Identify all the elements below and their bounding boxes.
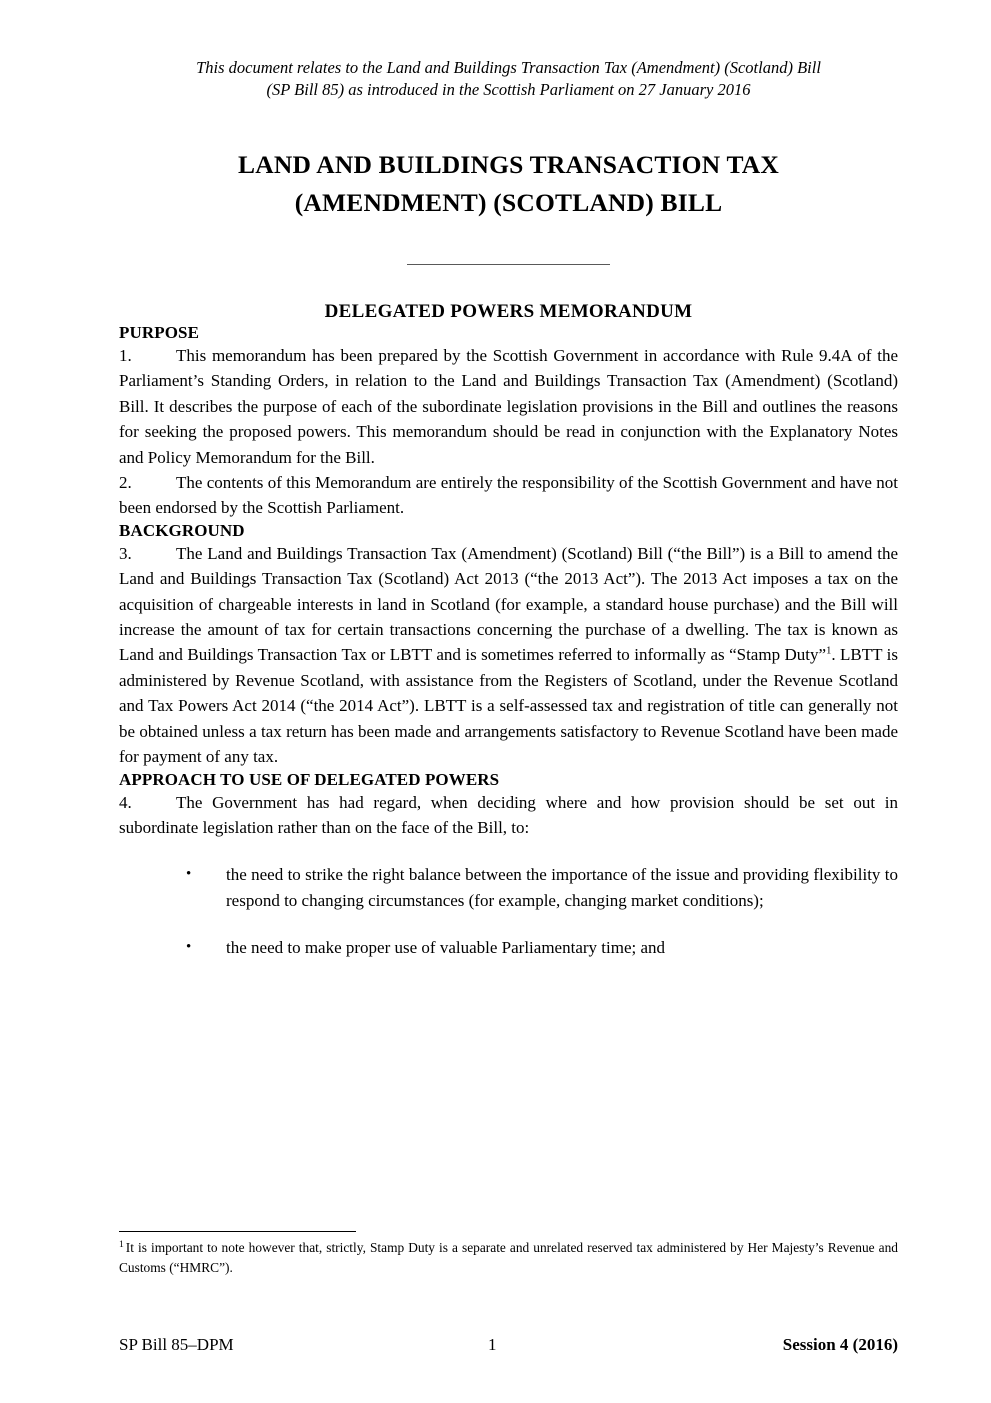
running-header-line-1: This document relates to the Land and Buildings Transaction Tax (Amendment) (Scotland) Bill — [196, 58, 821, 77]
paragraph-3 — [119, 541, 898, 770]
footnote-separator-rule — [119, 1231, 356, 1232]
paragraph-2 — [119, 470, 898, 521]
running-header — [119, 57, 898, 101]
heading-approach-to-use-of-delegated-powers: APPROACH TO USE OF DELEGATED POWERS — [119, 769, 500, 789]
list-item — [186, 862, 898, 913]
heading-background: BACKGROUND — [119, 520, 245, 540]
running-header-line-2: (SP Bill 85) as introduced in the Scottish Parliament on 27 January 2016 — [266, 80, 751, 99]
page-footer — [119, 1335, 898, 1355]
document-title — [119, 146, 898, 222]
list-item — [186, 935, 898, 960]
page-footer-bill-reference: SP Bill 85–DPM — [119, 1335, 234, 1354]
title-divider-rule — [407, 264, 610, 265]
page-footer-session: Session 4 (2016) — [782, 1335, 898, 1354]
document-title-line-2: (AMENDMENT) (SCOTLAND) BILL — [294, 188, 723, 217]
document-subtitle: DELEGATED POWERS MEMORANDUM — [324, 301, 693, 322]
paragraph-3-number: 3. — [119, 543, 132, 563]
list-item-text: the need to make proper use of valuable Parliamentary time; and — [226, 938, 666, 958]
paragraph-2-number: 2. — [119, 473, 132, 493]
footnote-area — [119, 1231, 898, 1277]
paragraph-4-number: 4. — [119, 792, 132, 812]
paragraph-1 — [119, 343, 898, 470]
footnote-1 — [119, 1238, 898, 1277]
paragraph-4 — [119, 790, 898, 841]
footnote-reference-1: 1 — [826, 645, 832, 657]
page-number: 1 — [487, 1335, 497, 1354]
heading-purpose: PURPOSE — [119, 323, 200, 342]
paragraph-3-text-part-2: . LBTT is administered by Revenue Scotland, with assistance from the Registers of Scotland, under the Revenue Scotland and Tax Powers Act 2014 (“the 2014 Act”). LBTT is a self-assessed tax and registration of title can generally not be obtained unless a tax return has been made and arrangements satisfactory to Revenue Scotland have been made for payment of any tax. — [119, 645, 899, 767]
title-divider — [119, 255, 898, 273]
document-title-line-1: LAND AND BUILDINGS TRANSACTION TAX — [238, 150, 779, 179]
paragraph-4-text: The Government has had regard, when deciding where and how provision should be set out in subordinate legislation rather than on the face of the Bill, to: — [119, 792, 898, 837]
delegated-powers-considerations-list — [119, 862, 898, 960]
footnote-text: It is important to note however that, strictly, Stamp Duty is a separate and unrelated reserved tax administered by Her Majesty’s Revenue and Customs (“HMRC”). — [119, 1240, 898, 1275]
paragraph-2-text: The contents of this Memorandum are entirely the responsibility of the Scottish Government and have not been endorsed by the Scottish Parliament. — [119, 473, 898, 518]
page-content — [119, 0, 898, 961]
footnote-marker: 1 — [119, 1238, 124, 1250]
paragraph-1-text: This memorandum has been prepared by the Scottish Government in accordance with Rule 9.4A of the Parliament’s Standing Orders, in relation to the Land and Buildings Transaction Tax (Amendment) (Scotland) Bill. It describes the purpose of each of the subordinate legislation provisions in the Bill and outlines the reasons for seeking the proposed powers. This memorandum should be read in conjunction with the Explanatory Notes and Policy Memorandum for the Bill. — [119, 346, 898, 467]
bullet-icon: • — [186, 866, 192, 883]
paragraph-3-text-part-1: The Land and Buildings Transaction Tax (Amendment) (Scotland) Bill (“the Bill”) is a Bill to amend the Land and Buildings Transaction Tax (Scotland) Act 2013 (“the 2013 Act”). The 2013 Act imposes a tax on the acquisition of chargeable interests in land in Scotland (for example, a standard house purchase) and the Bill will increase the amount of tax for certain transactions concerning the purchase of a dwelling. The tax is known as Land and Buildings Transaction Tax or LBTT and is sometimes referred to informally as “Stamp Duty” — [119, 543, 898, 665]
bullet-icon: • — [186, 939, 192, 956]
paragraph-1-number: 1. — [119, 346, 132, 365]
list-item-text: the need to strike the right balance between the importance of the issue and providing flexibility to respond to changing circumstances (for example, changing market conditions); — [226, 865, 898, 910]
